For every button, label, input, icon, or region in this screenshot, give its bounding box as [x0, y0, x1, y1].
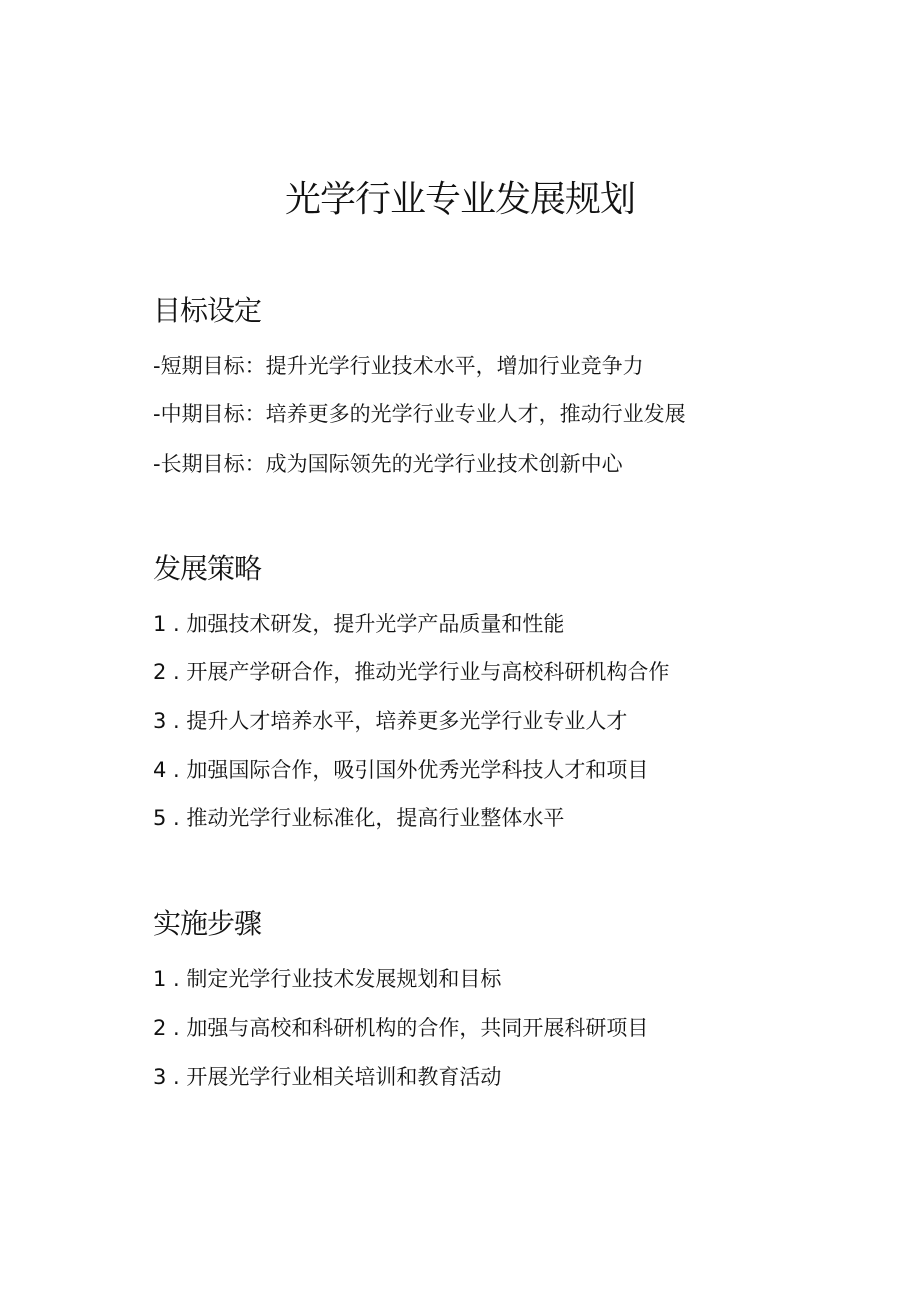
strategy-item-3: 3 . 提升人才培养水平，培养更多光学行业专业人才: [153, 709, 628, 733]
goal-long-term: -长期目标：成为国际领先的光学行业技术创新中心: [153, 452, 623, 476]
goals-heading: 目标设定: [153, 294, 262, 327]
goal-short-term: -短期目标：提升光学行业技术水平，增加行业竞争力: [153, 354, 644, 378]
step-item-2: 2 . 加强与高校和科研机构的合作，共同开展科研项目: [153, 1016, 649, 1040]
goal-mid-term: -中期目标：培养更多的光学行业专业人才，推动行业发展: [153, 402, 686, 426]
strategy-item-4: 4 . 加强国际合作，吸引国外优秀光学科技人才和项目: [153, 758, 649, 782]
step-item-3: 3 . 开展光学行业相关培训和教育活动: [153, 1065, 502, 1089]
step-item-1: 1 . 制定光学行业技术发展规划和目标: [153, 967, 502, 991]
steps-heading: 实施步骤: [153, 907, 262, 940]
strategy-item-5: 5 . 推动光学行业标准化，提高行业整体水平: [153, 806, 565, 830]
strategy-heading: 发展策略: [153, 552, 262, 585]
strategy-item-1: 1 . 加强技术研发，提升光学产品质量和性能: [153, 612, 565, 636]
strategy-item-2: 2 . 开展产学研合作，推动光学行业与高校科研机构合作: [153, 660, 670, 684]
document-title: 光学行业专业发展规划: [284, 179, 635, 220]
